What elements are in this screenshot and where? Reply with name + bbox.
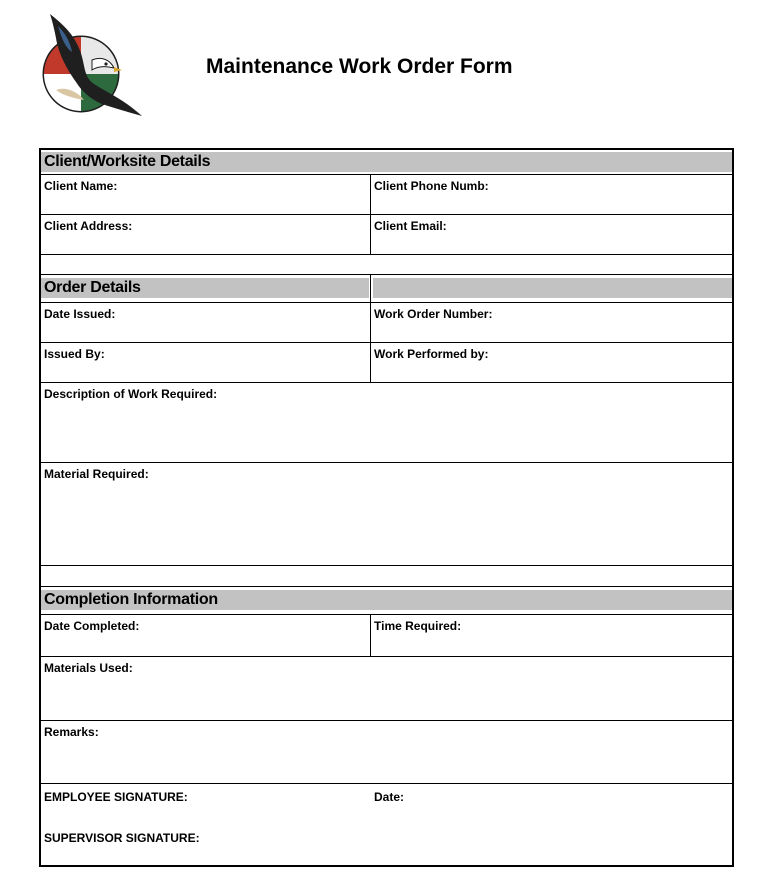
page-title: Maintenance Work Order Form (206, 55, 513, 78)
date-issued-label: Date Issued: (44, 307, 116, 321)
materials-used-row (41, 657, 732, 721)
employee-signature-label: EMPLOYEE SIGNATURE: (44, 790, 188, 804)
materials-used-label: Materials Used: (44, 661, 133, 675)
work-performed-by-label: Work Performed by: (374, 347, 489, 361)
remarks-row (41, 721, 732, 784)
eagle-logo-icon (36, 12, 148, 122)
client-row-1 (41, 175, 732, 215)
client-email-label: Client Email: (374, 219, 447, 233)
remarks-label: Remarks: (44, 725, 99, 739)
completion-row-1 (41, 615, 732, 657)
client-section-header (41, 150, 732, 175)
material-required-label: Material Required: (44, 467, 149, 481)
order-row-2 (41, 343, 732, 383)
signature-row (41, 784, 732, 865)
issued-by-field[interactable] (41, 343, 371, 382)
client-name-field[interactable] (41, 175, 371, 214)
signature-area[interactable] (41, 784, 732, 865)
description-label: Description of Work Required: (44, 387, 218, 401)
section-header-bar (41, 152, 732, 172)
order-section-header (41, 275, 732, 303)
section-header-title: Order Details (44, 279, 141, 296)
date-issued-field[interactable] (41, 303, 371, 342)
issued-by-label: Issued By: (44, 347, 105, 361)
client-phone-field[interactable] (371, 175, 732, 214)
section-header-title: Client/Worksite Details (44, 153, 211, 170)
order-row-1 (41, 303, 732, 343)
time-required-field[interactable] (371, 615, 732, 656)
order-header-left-cell (41, 275, 371, 302)
time-required-label: Time Required: (374, 619, 462, 633)
supervisor-signature-label: SUPERVISOR SIGNATURE: (44, 831, 200, 845)
date-completed-label: Date Completed: (44, 619, 140, 633)
date-completed-field[interactable] (41, 615, 371, 656)
description-row (41, 383, 732, 463)
section-header-bar (41, 278, 369, 298)
section-header-bar (41, 590, 732, 610)
section-header-bar-blank (373, 278, 732, 298)
spacer-row (41, 566, 732, 587)
completion-section-header (41, 587, 732, 615)
work-performed-by-field[interactable] (371, 343, 732, 382)
order-header-right-cell (371, 275, 732, 302)
section-header-title: Completion Information (44, 591, 218, 608)
materials-used-field[interactable] (41, 657, 732, 720)
client-phone-label: Client Phone Numb: (374, 179, 489, 193)
description-field[interactable] (41, 383, 732, 462)
client-row-2 (41, 215, 732, 255)
work-order-number-label: Work Order Number: (374, 307, 493, 321)
client-name-label: Client Name: (44, 179, 118, 193)
date-label: Date: (374, 790, 405, 804)
work-order-number-field[interactable] (371, 303, 732, 342)
work-order-form (39, 148, 734, 867)
client-address-label: Client Address: (44, 219, 133, 233)
remarks-field[interactable] (41, 721, 732, 783)
client-email-field[interactable] (371, 215, 732, 254)
material-required-field[interactable] (41, 463, 732, 565)
material-required-row (41, 463, 732, 566)
spacer-row (41, 255, 732, 275)
client-address-field[interactable] (41, 215, 371, 254)
